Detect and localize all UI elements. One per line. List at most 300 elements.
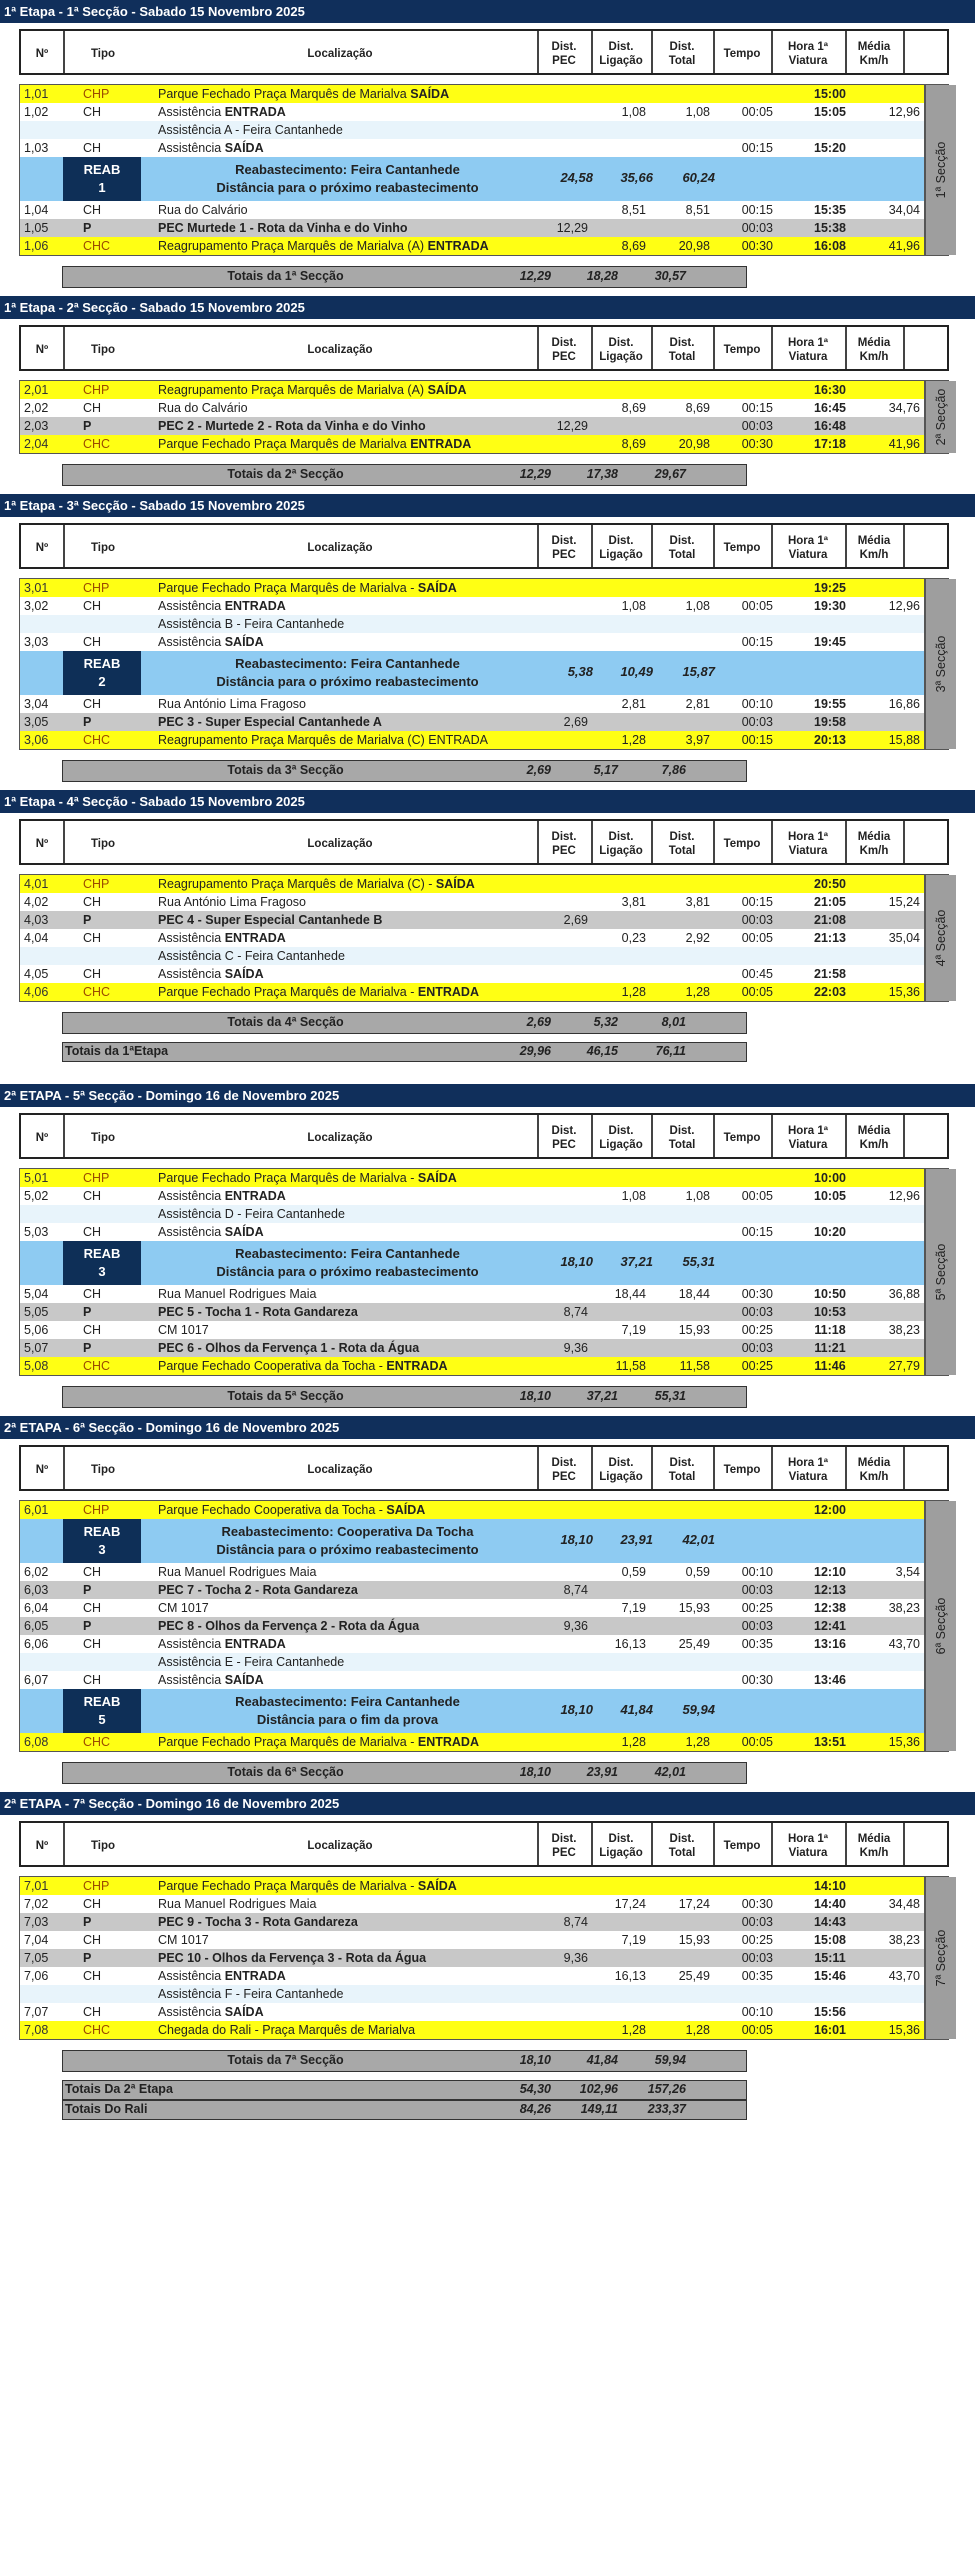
header-tipo: Tipo — [90, 1132, 116, 1144]
row-hour: 10:20 — [814, 1225, 846, 1239]
section-totals — [62, 1762, 747, 1784]
section-title: 2ª ETAPA - 6ª Secção - Domingo 16 de Novembro 2025 — [0, 1416, 975, 1439]
row-hour: 21:05 — [814, 895, 846, 909]
row-hour: 12:13 — [814, 1583, 846, 1597]
row-type: CH — [83, 105, 102, 119]
row-time: 00:05 — [741, 105, 773, 119]
row-location-bold: PEC 5 - Tocha 1 - Rota Gandareza — [158, 1305, 358, 1319]
header-no: Nº — [35, 1840, 49, 1852]
header-tot: Dist. Total — [668, 535, 696, 561]
row-time: 00:30 — [741, 437, 773, 451]
refuel-row — [20, 1241, 949, 1285]
row-dist-total: 25,49 — [678, 1969, 710, 1983]
table-row — [20, 1599, 949, 1617]
row-hour: 14:10 — [814, 1879, 846, 1893]
row-dist-lig: 16,13 — [614, 1969, 646, 1983]
totals-tot: 8,01 — [661, 1015, 686, 1029]
row-hour: 15:35 — [814, 203, 846, 217]
row-dist-pec: 8,74 — [563, 1915, 588, 1929]
refuel-lig: 23,91 — [620, 1532, 653, 1547]
header-divider — [903, 1447, 905, 1489]
row-location-bold: SAÍDA — [224, 2005, 264, 2019]
row-location-bold: ENTRADA — [224, 105, 286, 119]
row-hour: 10:05 — [814, 1189, 846, 1203]
totals-pec: 2,69 — [526, 763, 551, 777]
section-sidebar-label: 6ª Secção — [934, 1597, 948, 1655]
refuel-tag: REAB 5 — [63, 1689, 141, 1733]
section-totals — [62, 1386, 747, 1408]
row-average: 41,96 — [888, 437, 920, 451]
row-hour: 15:20 — [814, 141, 846, 155]
table-row — [20, 713, 949, 731]
header-tot: Dist. Total — [668, 1833, 696, 1859]
row-number: 7,06 — [24, 1969, 49, 1983]
row-dist-pec: 9,36 — [563, 1619, 588, 1633]
header-pec: Dist. PEC — [551, 1457, 577, 1483]
section-sidebar-label: 1ª Secção — [934, 141, 948, 199]
row-location: Assistência E - Feira Cantanhede — [158, 1655, 345, 1669]
row-type: CHC — [83, 985, 111, 999]
section-spacer — [0, 288, 975, 296]
refuel-tot: 42,01 — [682, 1532, 715, 1547]
row-dist-total: 2,92 — [685, 931, 710, 945]
row-location: Assistência SAÍDA — [158, 635, 264, 649]
row-hour: 21:13 — [814, 931, 846, 945]
row-location: Assistência ENTRADA — [158, 931, 286, 945]
header-lig: Dist. Ligação — [599, 1457, 643, 1483]
row-hour: 17:18 — [814, 437, 846, 451]
grand-total-label: Totais Do Rali — [65, 2102, 148, 2116]
header-divider — [651, 1447, 653, 1489]
row-time: 00:15 — [741, 203, 773, 217]
row-location: Assistência ENTRADA — [158, 599, 286, 613]
row-dist-total: 18,44 — [678, 1287, 710, 1301]
row-hour: 15:00 — [814, 87, 846, 101]
row-number: 1,01 — [24, 87, 49, 101]
row-time: 00:03 — [741, 715, 773, 729]
table-row — [20, 731, 949, 749]
totals-pec: 18,10 — [519, 2053, 551, 2067]
row-type: CH — [83, 1323, 102, 1337]
refuel-lig: 10,49 — [620, 664, 653, 679]
row-location: Reagrupamento Praça Marquês de Marialva (C) ENTRADA — [158, 733, 488, 747]
table-row — [20, 1303, 949, 1321]
table-row — [20, 1563, 949, 1581]
row-dist-total: 15,93 — [678, 1323, 710, 1337]
totals-pec: 12,29 — [519, 467, 551, 481]
section-totals — [62, 266, 747, 288]
section-3 — [0, 494, 975, 790]
table-row — [20, 201, 949, 219]
row-number: 7,07 — [24, 2005, 49, 2019]
table-row — [20, 1949, 949, 1967]
row-time: 00:05 — [741, 599, 773, 613]
header-divider — [713, 821, 715, 863]
totals-tot: 42,01 — [654, 1765, 686, 1779]
row-number: 4,05 — [24, 967, 49, 981]
row-location-bold: ENTRADA — [386, 1359, 448, 1373]
section-title: 1ª Etapa - 2ª Secção - Sabado 15 Novembro 2025 — [0, 296, 975, 319]
row-average: 36,88 — [888, 1287, 920, 1301]
row-time: 00:10 — [741, 1565, 773, 1579]
row-location: Rua Manuel Rodrigues Maia — [158, 1897, 317, 1911]
refuel-row — [20, 157, 949, 201]
row-type: P — [83, 419, 92, 433]
row-time: 00:15 — [741, 141, 773, 155]
header-divider — [537, 327, 539, 369]
table-row — [20, 85, 949, 103]
row-type: P — [83, 1341, 92, 1355]
row-location: Parque Fechado Praça Marquês de Marialva - SAÍDA — [158, 581, 457, 595]
row-hour: 16:30 — [814, 383, 846, 397]
totals-lig: 17,38 — [586, 467, 618, 481]
row-number: 2,04 — [24, 437, 49, 451]
row-hour: 12:10 — [814, 1565, 846, 1579]
row-location: Assistência SAÍDA — [158, 1673, 264, 1687]
row-dist-total: 1,28 — [685, 2023, 710, 2037]
column-header — [19, 819, 949, 865]
row-hour: 13:46 — [814, 1673, 846, 1687]
row-type: CHP — [83, 87, 110, 101]
section-sidebar — [924, 381, 956, 453]
section-spacer — [0, 1408, 975, 1416]
row-dist-total: 15,93 — [678, 1933, 710, 1947]
section-1 — [0, 0, 975, 296]
row-dist-total: 20,98 — [678, 239, 710, 253]
row-location-bold: SAÍDA — [224, 967, 264, 981]
row-type: CHP — [83, 1171, 110, 1185]
table-row — [20, 1321, 949, 1339]
row-number: 6,08 — [24, 1735, 49, 1749]
row-location: Parque Fechado Praça Marquês de Marialva - ENTRADA — [158, 1735, 479, 1749]
row-number: 3,03 — [24, 635, 49, 649]
refuel-lig: 35,66 — [620, 170, 653, 185]
grand-total-label: Totais da 1ªEtapa — [65, 1044, 169, 1058]
row-type: CH — [83, 1637, 102, 1651]
row-number: 4,03 — [24, 913, 49, 927]
header-no: Nº — [35, 344, 49, 356]
header-divider — [63, 327, 65, 369]
section-sidebar — [924, 1877, 956, 2039]
row-average: 15,36 — [888, 1735, 920, 1749]
header-loc: Localização — [307, 48, 373, 60]
row-location: Assistência SAÍDA — [158, 1225, 264, 1239]
row-location-bold: SAÍDA — [417, 581, 457, 595]
header-divider — [591, 1115, 593, 1157]
row-number: 5,04 — [24, 1287, 49, 1301]
totals-tot: 59,94 — [654, 2053, 686, 2067]
row-number: 5,02 — [24, 1189, 49, 1203]
header-divider — [903, 1823, 905, 1865]
refuel-pec: 5,38 — [567, 664, 593, 679]
row-number: 7,05 — [24, 1951, 49, 1965]
row-average: 16,86 — [888, 697, 920, 711]
row-location: CM 1017 — [158, 1933, 209, 1947]
row-type: P — [83, 715, 92, 729]
row-dist-lig: 8,69 — [621, 437, 646, 451]
row-hour: 12:00 — [814, 1503, 846, 1517]
section-totals — [62, 464, 747, 486]
row-location — [158, 417, 538, 435]
row-type: P — [83, 913, 92, 927]
row-location: Assistência A - Feira Cantanhede — [158, 123, 343, 137]
row-time: 00:25 — [741, 1601, 773, 1615]
row-dist-pec: 9,36 — [563, 1341, 588, 1355]
header-tipo: Tipo — [90, 542, 116, 554]
row-hour: 15:38 — [814, 221, 846, 235]
row-location: Parque Fechado Praça Marquês de Marialva ENTRADA — [158, 437, 472, 451]
row-location-bold: ENTRADA — [410, 437, 472, 451]
row-location-bold: SAÍDA — [435, 877, 475, 891]
row-type: CH — [83, 967, 102, 981]
row-hour: 19:58 — [814, 715, 846, 729]
header-divider — [771, 821, 773, 863]
table-row — [20, 399, 949, 417]
grand-total-lig: 149,11 — [580, 2102, 618, 2116]
grand-total-row — [62, 2100, 747, 2120]
header-hora: Hora 1ª Viatura — [787, 1833, 829, 1859]
header-divider — [63, 525, 65, 567]
row-hour: 11:21 — [814, 1341, 846, 1355]
header-tempo: Tempo — [723, 344, 761, 356]
header-divider — [845, 31, 847, 73]
row-time: 00:15 — [741, 635, 773, 649]
section-sidebar — [924, 875, 956, 1001]
refuel-text: Reabastecimento: Feira Cantanhede Distância para o próximo reabastecimento — [216, 656, 479, 689]
row-number: 4,06 — [24, 985, 49, 999]
header-divider — [537, 31, 539, 73]
header-divider — [591, 1823, 593, 1865]
header-divider — [771, 327, 773, 369]
totals-tot: 29,67 — [654, 467, 686, 481]
row-number: 7,02 — [24, 1897, 49, 1911]
row-time: 00:03 — [741, 1305, 773, 1319]
row-location: Assistência B - Feira Cantanhede — [158, 617, 345, 631]
row-dist-pec: 12,29 — [556, 221, 588, 235]
row-hour: 21:58 — [814, 967, 846, 981]
row-hour: 10:50 — [814, 1287, 846, 1301]
table-row — [20, 1733, 949, 1751]
refuel-lig: 41,84 — [620, 1702, 653, 1717]
row-location — [158, 1913, 538, 1931]
header-media: Média Km/h — [857, 337, 891, 363]
column-header — [19, 29, 949, 75]
header-divider — [63, 821, 65, 863]
row-time: 00:15 — [741, 895, 773, 909]
section-2 — [0, 296, 975, 494]
row-location: Assistência ENTRADA — [158, 105, 286, 119]
row-average: 27,79 — [888, 1359, 920, 1373]
refuel-tot: 60,24 — [682, 170, 715, 185]
row-average: 15,36 — [888, 985, 920, 999]
row-location-bold: ENTRADA — [427, 239, 489, 253]
row-time: 00:35 — [741, 1637, 773, 1651]
header-no: Nº — [35, 1464, 49, 1476]
table-row — [20, 381, 949, 399]
section-7 — [0, 1792, 975, 2128]
table-row — [20, 1339, 949, 1357]
totals-pec: 12,29 — [519, 269, 551, 283]
row-location-bold: SAÍDA — [224, 635, 264, 649]
header-lig: Dist. Ligação — [599, 337, 643, 363]
row-number: 2,02 — [24, 401, 49, 415]
row-number: 7,03 — [24, 1915, 49, 1929]
header-divider — [903, 821, 905, 863]
row-location-bold: ENTRADA — [224, 1637, 286, 1651]
row-hour: 21:08 — [814, 913, 846, 927]
table-row — [20, 1653, 949, 1671]
header-divider — [771, 1447, 773, 1489]
row-time: 00:05 — [741, 985, 773, 999]
row-number: 5,05 — [24, 1305, 49, 1319]
row-hour: 10:53 — [814, 1305, 846, 1319]
refuel-pec: 18,10 — [560, 1532, 593, 1547]
grand-total-tot: 76,11 — [655, 1044, 686, 1058]
row-average: 38,23 — [888, 1933, 920, 1947]
row-type: CH — [83, 1287, 102, 1301]
row-type: CHP — [83, 581, 110, 595]
section-6 — [0, 1416, 975, 1792]
header-hora: Hora 1ª Viatura — [787, 535, 829, 561]
row-time: 00:25 — [741, 1323, 773, 1337]
row-type: CH — [83, 1565, 102, 1579]
row-average: 41,96 — [888, 239, 920, 253]
table-row — [20, 1501, 949, 1519]
row-hour: 13:16 — [814, 1637, 846, 1651]
row-number: 4,04 — [24, 931, 49, 945]
stage-table — [19, 84, 949, 256]
grand-total-row — [62, 2080, 747, 2100]
row-location: Reagrupamento Praça Marquês de Marialva (C) - SAÍDA — [158, 877, 475, 891]
header-divider — [537, 1823, 539, 1865]
row-location-bold: PEC 7 - Tocha 2 - Rota Gandareza — [158, 1583, 358, 1597]
header-divider — [651, 821, 653, 863]
section-sidebar-label: 7ª Secção — [934, 1929, 948, 1987]
table-row — [20, 893, 949, 911]
row-dist-total: 17,24 — [678, 1897, 710, 1911]
row-type: CHC — [83, 1735, 111, 1749]
row-average: 12,96 — [888, 105, 920, 119]
row-average: 15,88 — [888, 733, 920, 747]
row-location — [158, 911, 538, 929]
header-tipo: Tipo — [90, 1840, 116, 1852]
row-time: 00:05 — [741, 1189, 773, 1203]
row-type: CH — [83, 895, 102, 909]
row-location-bold: PEC 4 - Super Especial Cantanhede B — [158, 913, 383, 927]
row-hour: 19:55 — [814, 697, 846, 711]
row-number: 6,03 — [24, 1583, 49, 1597]
row-average: 34,04 — [888, 203, 920, 217]
totals-pec: 2,69 — [526, 1015, 551, 1029]
totals-label: Totais da 7ª Secção — [227, 2053, 344, 2067]
header-divider — [63, 1115, 65, 1157]
header-tot: Dist. Total — [668, 41, 696, 67]
table-row — [20, 1223, 949, 1241]
row-dist-total: 1,28 — [685, 1735, 710, 1749]
totals-pec: 18,10 — [519, 1389, 551, 1403]
header-divider — [771, 31, 773, 73]
row-type: CHP — [83, 383, 110, 397]
header-media: Média Km/h — [857, 1833, 891, 1859]
row-type: CHC — [83, 437, 111, 451]
header-divider — [771, 525, 773, 567]
table-row — [20, 435, 949, 453]
table-row — [20, 417, 949, 435]
row-number: 5,01 — [24, 1171, 49, 1185]
row-number: 6,05 — [24, 1619, 49, 1633]
row-average: 43,70 — [888, 1969, 920, 1983]
header-tempo: Tempo — [723, 542, 761, 554]
grand-totals — [0, 2080, 975, 2120]
grand-total-pec: 29,96 — [519, 1044, 551, 1058]
row-time: 00:10 — [741, 697, 773, 711]
grand-total-tot: 157,26 — [647, 2082, 686, 2096]
row-type: CH — [83, 1225, 102, 1239]
row-hour: 11:46 — [814, 1359, 846, 1373]
row-average: 35,04 — [888, 931, 920, 945]
row-time: 00:03 — [741, 913, 773, 927]
row-type: CH — [83, 1673, 102, 1687]
row-location-bold: SAÍDA — [417, 1879, 457, 1893]
row-location-bold: ENTRADA — [224, 1189, 286, 1203]
stage-table — [19, 578, 949, 750]
row-number: 7,08 — [24, 2023, 49, 2037]
table-row — [20, 1357, 949, 1375]
header-divider — [537, 1447, 539, 1489]
refuel-pec: 24,58 — [560, 170, 593, 185]
row-number: 2,01 — [24, 383, 49, 397]
row-hour: 16:08 — [814, 239, 846, 253]
row-dist-total: 0,59 — [685, 1565, 710, 1579]
row-dist-lig: 1,28 — [621, 1735, 646, 1749]
header-divider — [713, 1823, 715, 1865]
row-location: Rua do Calvário — [158, 401, 248, 415]
row-hour: 22:03 — [814, 985, 846, 999]
header-divider — [651, 1115, 653, 1157]
row-hour: 16:01 — [814, 2023, 846, 2037]
header-divider — [651, 31, 653, 73]
refuel-tot: 59,94 — [682, 1702, 715, 1717]
stage-table — [19, 380, 949, 454]
row-time: 00:15 — [741, 1225, 773, 1239]
header-media: Média Km/h — [857, 535, 891, 561]
row-hour: 10:00 — [814, 1171, 846, 1185]
header-divider — [845, 821, 847, 863]
row-type: CH — [83, 1969, 102, 1983]
table-row — [20, 1931, 949, 1949]
header-tempo: Tempo — [723, 1464, 761, 1476]
row-type: CH — [83, 697, 102, 711]
table-row — [20, 597, 949, 615]
row-number: 6,07 — [24, 1673, 49, 1687]
row-type: CH — [83, 203, 102, 217]
row-dist-pec: 2,69 — [563, 913, 588, 927]
row-average: 12,96 — [888, 1189, 920, 1203]
section-sidebar-label: 3ª Secção — [934, 635, 948, 693]
totals-lig: 5,32 — [593, 1015, 618, 1029]
row-location: Assistência ENTRADA — [158, 1637, 286, 1651]
row-location-bold: ENTRADA — [224, 599, 286, 613]
totals-label: Totais da 6ª Secção — [227, 1765, 344, 1779]
table-row — [20, 615, 949, 633]
row-number: 3,02 — [24, 599, 49, 613]
header-tempo: Tempo — [723, 48, 761, 60]
row-dist-total: 1,08 — [685, 105, 710, 119]
header-divider — [591, 1447, 593, 1489]
row-type: CH — [83, 1189, 102, 1203]
row-dist-lig: 1,28 — [621, 985, 646, 999]
header-tipo: Tipo — [90, 1464, 116, 1476]
